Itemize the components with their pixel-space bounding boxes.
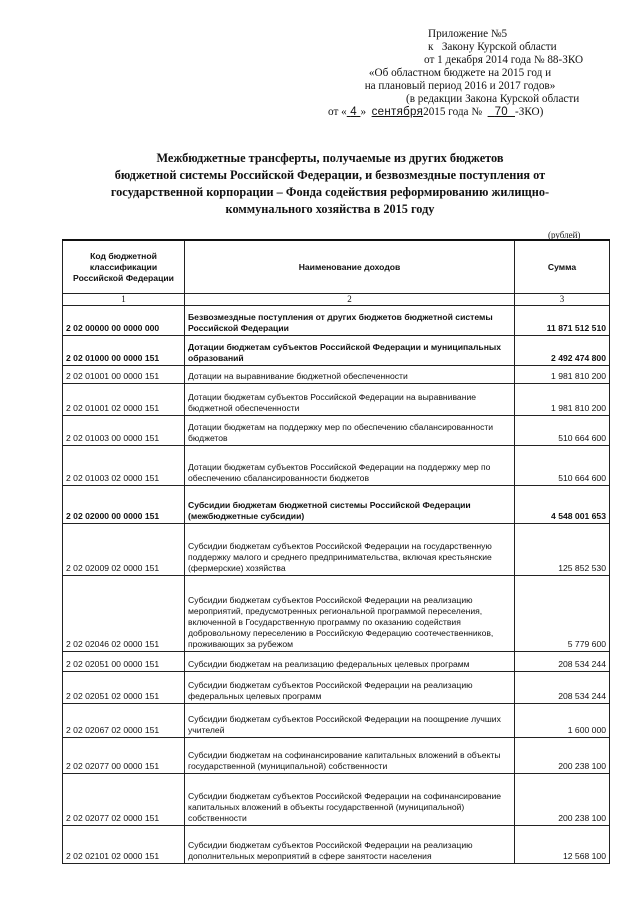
table-row <box>63 826 610 864</box>
row-amount: 200 238 100 <box>515 738 610 774</box>
row-amount: 125 852 530 <box>515 524 610 576</box>
row-name: Субсидии бюджетам на реализацию федеральных целевых программ <box>185 652 515 672</box>
table-row <box>63 738 610 774</box>
row-amount: 1 600 000 <box>515 704 610 738</box>
row-name: Субсидии бюджетам бюджетной системы Российской Федерации (межбюджетные субсидии) <box>185 486 515 524</box>
appendix-title: Приложение №5 <box>428 28 508 40</box>
row-name: Субсидии бюджетам субъектов Российской Федерации на реализацию федеральных целевых программ <box>185 672 515 704</box>
row-code: 2 02 01003 02 0000 151 <box>63 446 185 486</box>
col-number-3: 3 <box>515 294 610 306</box>
col-number-2: 2 <box>185 294 515 306</box>
redaction-number: 70 <box>494 106 508 118</box>
row-code: 2 02 01001 00 0000 151 <box>63 366 185 384</box>
row-amount: 510 664 600 <box>515 416 610 446</box>
table-row <box>63 384 610 416</box>
table-row <box>63 366 610 384</box>
redaction-suffix: -ЗКО) <box>515 106 544 118</box>
row-name: Дотации бюджетам субъектов Российской Федерации на поддержку мер по обеспечению сбалансированности бюджетов <box>185 446 515 486</box>
heading-line-3: государственной корпорации – Фонда содействия реформированию жилищно- <box>110 185 550 199</box>
row-name: Субсидии бюджетам на софинансирование капитальных вложений в объекты государственной (муниципальной) собственности <box>185 738 515 774</box>
header-amount: Сумма <box>515 240 610 294</box>
appendix-law-name-2: на плановый период 2016 и 2017 годов» <box>364 80 556 92</box>
document-heading <box>60 150 600 218</box>
row-amount: 12 568 100 <box>515 826 610 864</box>
row-amount: 5 779 600 <box>515 576 610 652</box>
row-code: 2 02 00000 00 0000 000 <box>63 306 185 336</box>
row-name: Субсидии бюджетам субъектов Российской Федерации на поощрение лучших учителей <box>185 704 515 738</box>
header-code: Код бюджетной классификации Российской Федерации <box>63 240 185 294</box>
appendix-redaction-date <box>300 106 620 119</box>
row-name: Дотации бюджетам субъектов Российской Федерации на выравнивание бюджетной обеспеченности <box>185 384 515 416</box>
table-row <box>63 486 610 524</box>
row-code: 2 02 01001 02 0000 151 <box>63 384 185 416</box>
row-name: Субсидии бюджетам субъектов Российской Федерации на государственную поддержку малого и среднего предпринимательства, включая крестьянские (фермерские) хозяйства <box>185 524 515 576</box>
row-name: Субсидии бюджетам субъектов Российской Федерации на софинансирование капитальных вложений в объекты государственной (муниципальной) собственности <box>185 774 515 826</box>
row-amount: 1 981 810 200 <box>515 366 610 384</box>
row-code: 2 02 02077 02 0000 151 <box>63 774 185 826</box>
row-amount: 11 871 512 510 <box>515 306 610 336</box>
table-row <box>63 576 610 652</box>
heading-line-4: коммунального хозяйства в 2015 году <box>225 202 435 216</box>
col-number-1: 1 <box>63 294 185 306</box>
redaction-month: сентября <box>371 106 424 118</box>
table-row <box>63 672 610 704</box>
row-code: 2 02 01000 00 0000 151 <box>63 336 185 366</box>
row-amount: 208 534 244 <box>515 672 610 704</box>
row-code: 2 02 02000 00 0000 151 <box>63 486 185 524</box>
redaction-year: 2015 года № <box>423 106 482 118</box>
row-name: Безвозмездные поступления от других бюджетов бюджетной системы Российской Федерации <box>185 306 515 336</box>
row-code: 2 02 02009 02 0000 151 <box>63 524 185 576</box>
appendix-law: Закону Курской области <box>441 41 557 53</box>
row-code: 2 02 02067 02 0000 151 <box>63 704 185 738</box>
row-code: 2 02 02046 02 0000 151 <box>63 576 185 652</box>
table-row <box>63 336 610 366</box>
appendix-law-prefix: к <box>428 41 434 53</box>
row-name: Дотации бюджетам на поддержку мер по обеспечению сбалансированности бюджетов <box>185 416 515 446</box>
table-row <box>63 774 610 826</box>
table-row <box>63 416 610 446</box>
row-amount: 1 981 810 200 <box>515 384 610 416</box>
redaction-day: 4 <box>350 106 357 118</box>
appendix-law-name-1: «Об областном бюджете на 2015 год и <box>368 67 552 79</box>
row-amount: 200 238 100 <box>515 774 610 826</box>
row-amount: 4 548 001 653 <box>515 486 610 524</box>
redaction-from-prefix: от « <box>328 106 347 118</box>
row-amount: 510 664 600 <box>515 446 610 486</box>
row-name: Субсидии бюджетам субъектов Российской Федерации на реализацию мероприятий, предусмотренных региональной программой переселения, включенной в Государственную программу по оказанию содействия добровольному переселению в Российскую Федерацию соотечественников, проживающих за рубежом <box>185 576 515 652</box>
table-row <box>63 524 610 576</box>
appendix-block <box>300 28 620 119</box>
row-code: 2 02 02051 00 0000 151 <box>63 652 185 672</box>
row-name: Субсидии бюджетам субъектов Российской Федерации на реализацию дополнительных мероприятий в сфере занятости населения <box>185 826 515 864</box>
row-code: 2 02 02101 02 0000 151 <box>63 826 185 864</box>
row-name: Дотации на выравнивание бюджетной обеспеченности <box>185 366 515 384</box>
row-name: Дотации бюджетам субъектов Российской Федерации и муниципальных образований <box>185 336 515 366</box>
appendix-law-ref <box>300 41 620 54</box>
header-name: Наименование доходов <box>185 240 515 294</box>
row-amount: 2 492 474 800 <box>515 336 610 366</box>
table-row <box>63 652 610 672</box>
appendix-law-date: от 1 декабря 2014 года № 88-ЗКО <box>424 54 584 66</box>
redaction-mid: » <box>360 106 367 118</box>
heading-line-2: бюджетной системы Российской Федерации, и безвозмездные поступления от <box>114 168 546 182</box>
appendix-redaction: (в редакции Закона Курской области <box>406 93 580 105</box>
row-code: 2 02 01003 00 0000 151 <box>63 416 185 446</box>
row-amount: 208 534 244 <box>515 652 610 672</box>
units-label: (рублей) <box>548 230 581 240</box>
row-code: 2 02 02051 02 0000 151 <box>63 672 185 704</box>
table-row <box>63 306 610 336</box>
row-code: 2 02 02077 00 0000 151 <box>63 738 185 774</box>
table-row <box>63 446 610 486</box>
heading-line-1: Межбюджетные трансферты, получаемые из других бюджетов <box>156 151 504 165</box>
transfers-table <box>62 239 610 864</box>
table-row <box>63 704 610 738</box>
